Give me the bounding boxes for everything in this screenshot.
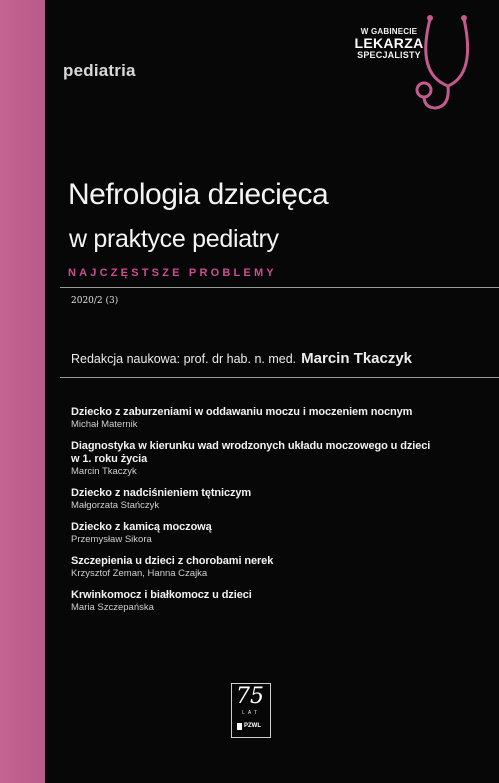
toc-entry-title: Dziecko z zaburzeniami w oddawaniu moczu i moczeniem nocnym (71, 406, 413, 418)
toc-entry-title: Dziecko z kamicą moczową (71, 521, 212, 533)
toc-entry-author: Przemysław Sikora (71, 534, 152, 545)
divider-bottom (60, 377, 499, 378)
toc-entry-author: Krzysztof Zeman, Hanna Czajka (71, 568, 208, 579)
pzwl-75-logo (231, 683, 271, 738)
toc-entry-author: Michał Maternik (71, 419, 138, 430)
editor-label: Redakcja naukowa: prof. dr hab. n. med. (71, 352, 297, 366)
toc-entry-title: Diagnostyka w kierunku wad wrodzonych układu moczowego u dzieci w 1. roku życia (71, 440, 431, 465)
series-badge (346, 14, 486, 114)
book-subtitle: NAJCZĘSTSZE PROBLEMY (68, 267, 277, 279)
toc-entry-title: Szczepienia u dzieci z chorobami nerek (71, 555, 274, 567)
logo-publisher: PZWL (237, 723, 261, 730)
logo-number: 75 (236, 684, 264, 709)
toc-entry (71, 555, 491, 580)
toc-entry-author: Marcin Tkaczyk (71, 466, 137, 477)
toc-entry (71, 440, 431, 478)
series-label: pediatria (63, 61, 136, 80)
badge-line-2: LEKARZA (354, 35, 424, 52)
table-of-contents (71, 406, 491, 623)
toc-entry-author: Maria Szczepańska (71, 602, 154, 613)
logo-lat: LAT (242, 710, 260, 716)
toc-entry-author: Małgorzata Stańczyk (71, 500, 160, 511)
editor-name: Marcin Tkaczyk (301, 350, 413, 367)
toc-entry (71, 406, 491, 431)
book-title-line-1: Nefrologia dziecięca (68, 178, 329, 211)
scientific-editor (71, 350, 412, 368)
divider-top (60, 287, 499, 288)
toc-entry (71, 521, 491, 546)
badge-text (346, 14, 432, 61)
book-title-line-2: w praktyce pediatry (69, 225, 279, 253)
toc-entry (71, 487, 491, 512)
toc-entry-title: Dziecko z nadciśnieniem tętniczym (71, 487, 252, 499)
badge-line-1: W GABINECIE (360, 27, 418, 36)
toc-entry-title: Krwinkomocz i białkomocz u dzieci (71, 589, 252, 601)
badge-line-3: SPECJALISTY (357, 50, 421, 61)
toc-entry (71, 589, 491, 614)
issue-number: 2020/2 (3) (71, 296, 119, 306)
pink-side-bar (0, 0, 45, 783)
